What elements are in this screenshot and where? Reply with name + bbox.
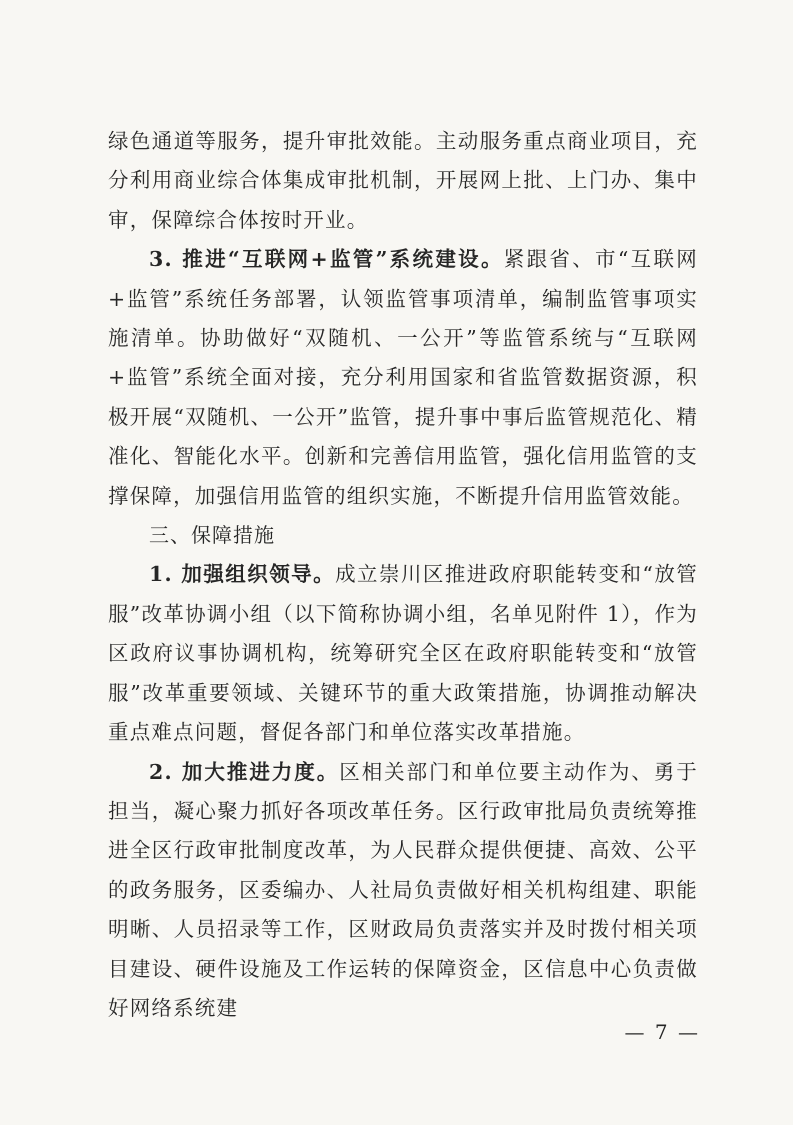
paragraph-body: 成立崇川区推进政府职能转变和“放管服”改革协调小组（以下简称协调小组，名单见附件 1），作为区政府议事协调机构，统筹研究全区在政府职能转变和“放管服”改革重要领域、关键环节的重大政策措施，协调推动解决重点难点问题，督促各部门和单位落实改革措施。 bbox=[108, 562, 698, 745]
page-number: — 7 — bbox=[624, 1020, 700, 1044]
paragraph-continuation: 绿色通道等服务，提升审批效能。主动服务重点商业项目，充分利用商业综合体集成审批机制，开展网上批、上门办、集中审，保障综合体按时开业。 bbox=[108, 129, 698, 232]
document-body bbox=[108, 122, 698, 1028]
paragraph-lead: 1. 加强组织领导。 bbox=[149, 562, 336, 587]
paragraph-organization-leadership bbox=[108, 555, 698, 752]
paragraph-lead: 2. 加大推进力度。 bbox=[149, 759, 340, 784]
paragraph-internet-plus-supervision bbox=[108, 240, 698, 516]
paragraph-promotion-effort bbox=[108, 753, 698, 1029]
section-heading: 三、保障措施 bbox=[149, 523, 275, 548]
paragraph-body: 紧跟省、市“互联网+监管”系统任务部署，认领监管事项清单，编制监管事项实施清单。协助做好“双随机、一公开”等监管系统与“互联网+监管”系统全面对接，充分利用国家和省监管数据资源，积极开展“双随机、一公开”监管，提升事中事后监管规范化、精准化、智能化水平。创新和完善信用监管，强化信用监管的支撑保障，加强信用监管的组织实施，不断提升信用监管效能。 bbox=[108, 247, 698, 508]
paragraph-lead: 3. 推进“互联网+监管”系统建设。 bbox=[149, 247, 504, 272]
paragraph-body: 区相关部门和单位要主动作为、勇于担当，凝心聚力抓好各项改革任务。区行政审批局负责统筹推进全区行政审批制度改革，为人民群众提供便捷、高效、公平的政务服务，区委编办、人社局负责做好相关机构组建、职能明晰、人员招录等工作，区财政局负责落实并及时拨付相关项目建设、硬件设施及工作运转的保障资金，区信息中心负责做好网络系统建 bbox=[108, 759, 698, 1020]
